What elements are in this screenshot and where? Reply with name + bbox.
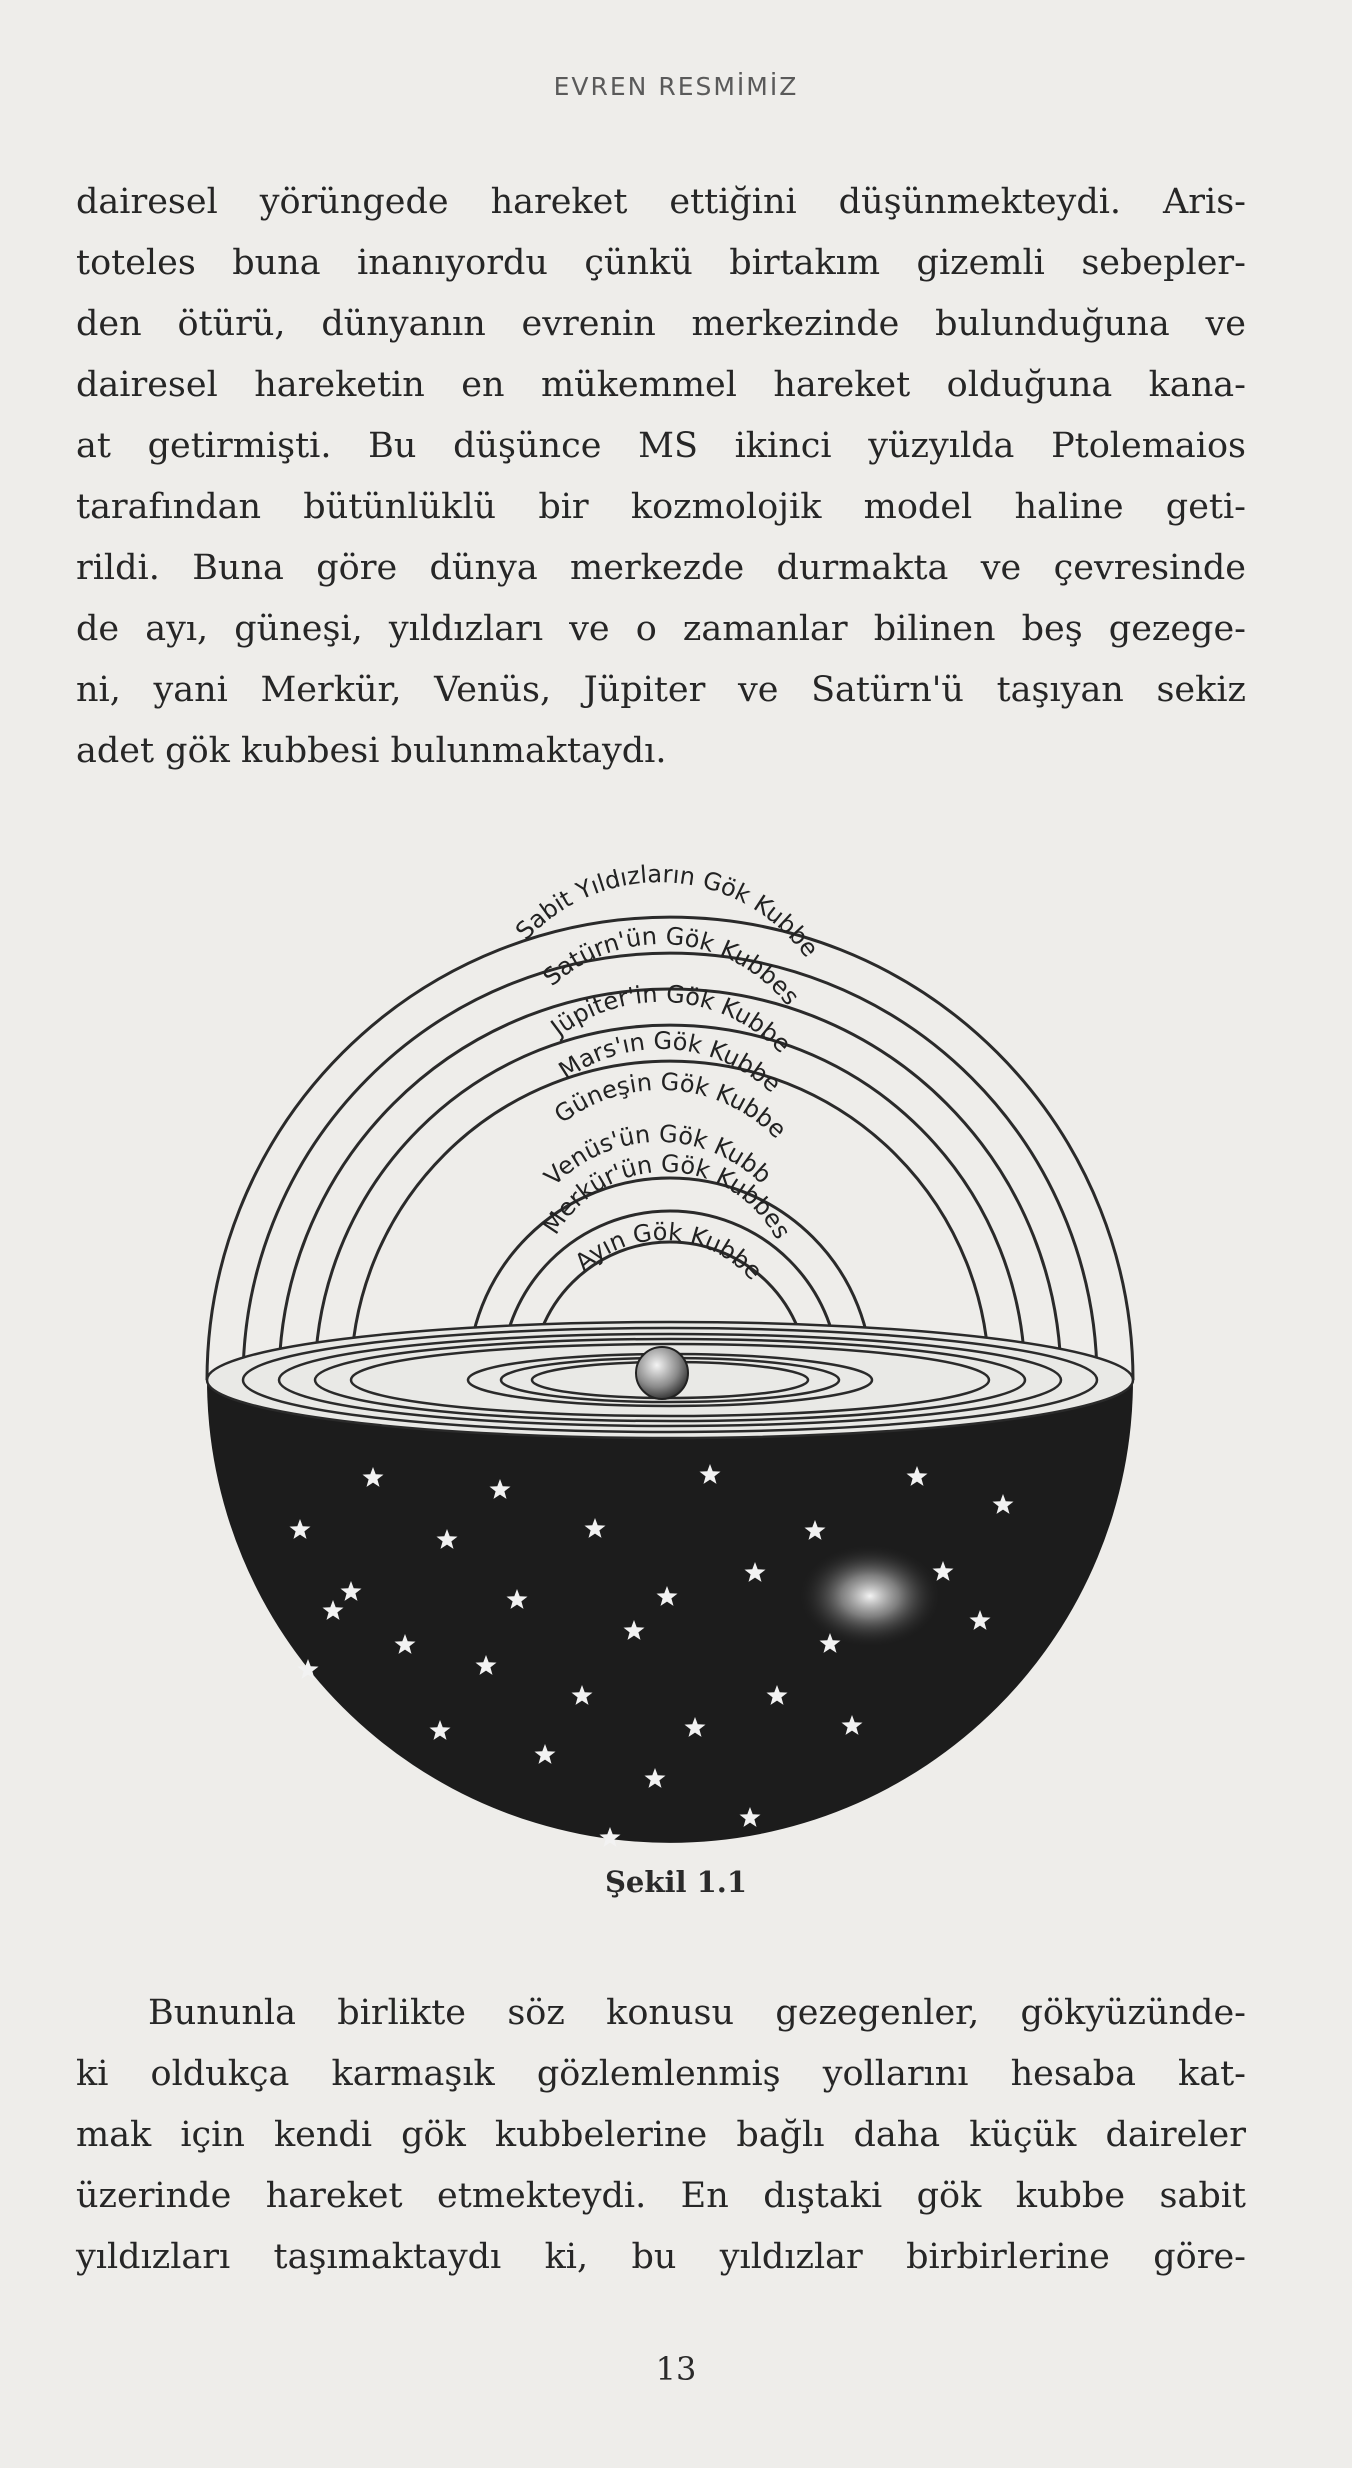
text-line: Bununla birlikte söz konusu gezegenler, gökyüzünde- <box>148 1993 1246 2033</box>
text-line: ni, yani Merkür, Venüs, Jüpiter ve Satürn'ü taşıyan sekiz <box>76 670 1246 710</box>
running-head: EVREN RESMİMİZ <box>553 72 799 101</box>
sphere-label-venus: Venüs'ün Gök Kubb <box>538 1119 778 1192</box>
sphere-label-sun: Güneşin Gök Kubbe <box>549 1067 792 1144</box>
sphere-label-saturn: Satürn'ün Gök Kubbes <box>537 921 805 1011</box>
spheres-diagram <box>190 858 1150 1848</box>
text-line: dairesel yörüngede hareket ettiğini düşünmekteydi. Aris- <box>76 182 1246 222</box>
dark-lower-hemisphere <box>207 1380 1133 1843</box>
text-line: yıldızları taşımaktaydı ki, bu yıldızlar birbirlerine göre- <box>76 2237 1246 2277</box>
text-line: mak için kendi gök kubbelerine bağlı daha küçük daireler <box>76 2115 1246 2155</box>
sphere-label-moon: Ayın Gök Kubbe <box>569 1217 769 1286</box>
text-line: ki oldukça karmaşık gözlemlenmiş yollarını hesaba kat- <box>76 2054 1246 2094</box>
celestial-spheres-figure <box>190 858 1150 1848</box>
text-line: dairesel hareketin en mükemmel hareket olduğuna kana- <box>76 365 1246 405</box>
text-line: at getirmişti. Bu düşünce MS ikinci yüzyılda Ptolemaios <box>76 426 1246 466</box>
body-paragraph-1 <box>76 172 1246 782</box>
text-line: toteles buna inanıyordu çünkü birtakım gizemli sebepler- <box>76 243 1246 283</box>
text-line: adet gök kubbesi bulunmaktaydı. <box>76 731 667 771</box>
sphere-label-fixed-stars: Sabit Yıldızların Gök Kubbe <box>510 860 825 963</box>
earth-globe <box>636 1347 688 1399</box>
sphere-label-jupiter: Jüpiter'in Gök Kubbe <box>545 979 797 1059</box>
text-line: tarafından bütünlüklü bir kozmolojik model haline geti- <box>76 487 1246 527</box>
text-line: de ayı, güneşi, yıldızları ve o zamanlar bilinen beş gezege- <box>76 609 1246 649</box>
text-line: rildi. Buna göre dünya merkezde durmakta ve çevresinde <box>76 548 1246 588</box>
sphere-label-mars: Mars'ın Gök Kubbe <box>553 1026 787 1099</box>
body-paragraph-2 <box>76 1983 1246 2288</box>
page-number: 13 <box>655 2350 697 2388</box>
figure-caption: Şekil 1.1 <box>604 1865 748 1899</box>
sphere-label-mercury: Merkür'ün Gök Kubbes <box>537 1149 797 1244</box>
text-line: üzerinde hareket etmekteydi. En dıştaki gök kubbe sabit <box>76 2176 1246 2216</box>
text-line: den ötürü, dünyanın evrenin merkezinde bulunduğuna ve <box>76 304 1246 344</box>
